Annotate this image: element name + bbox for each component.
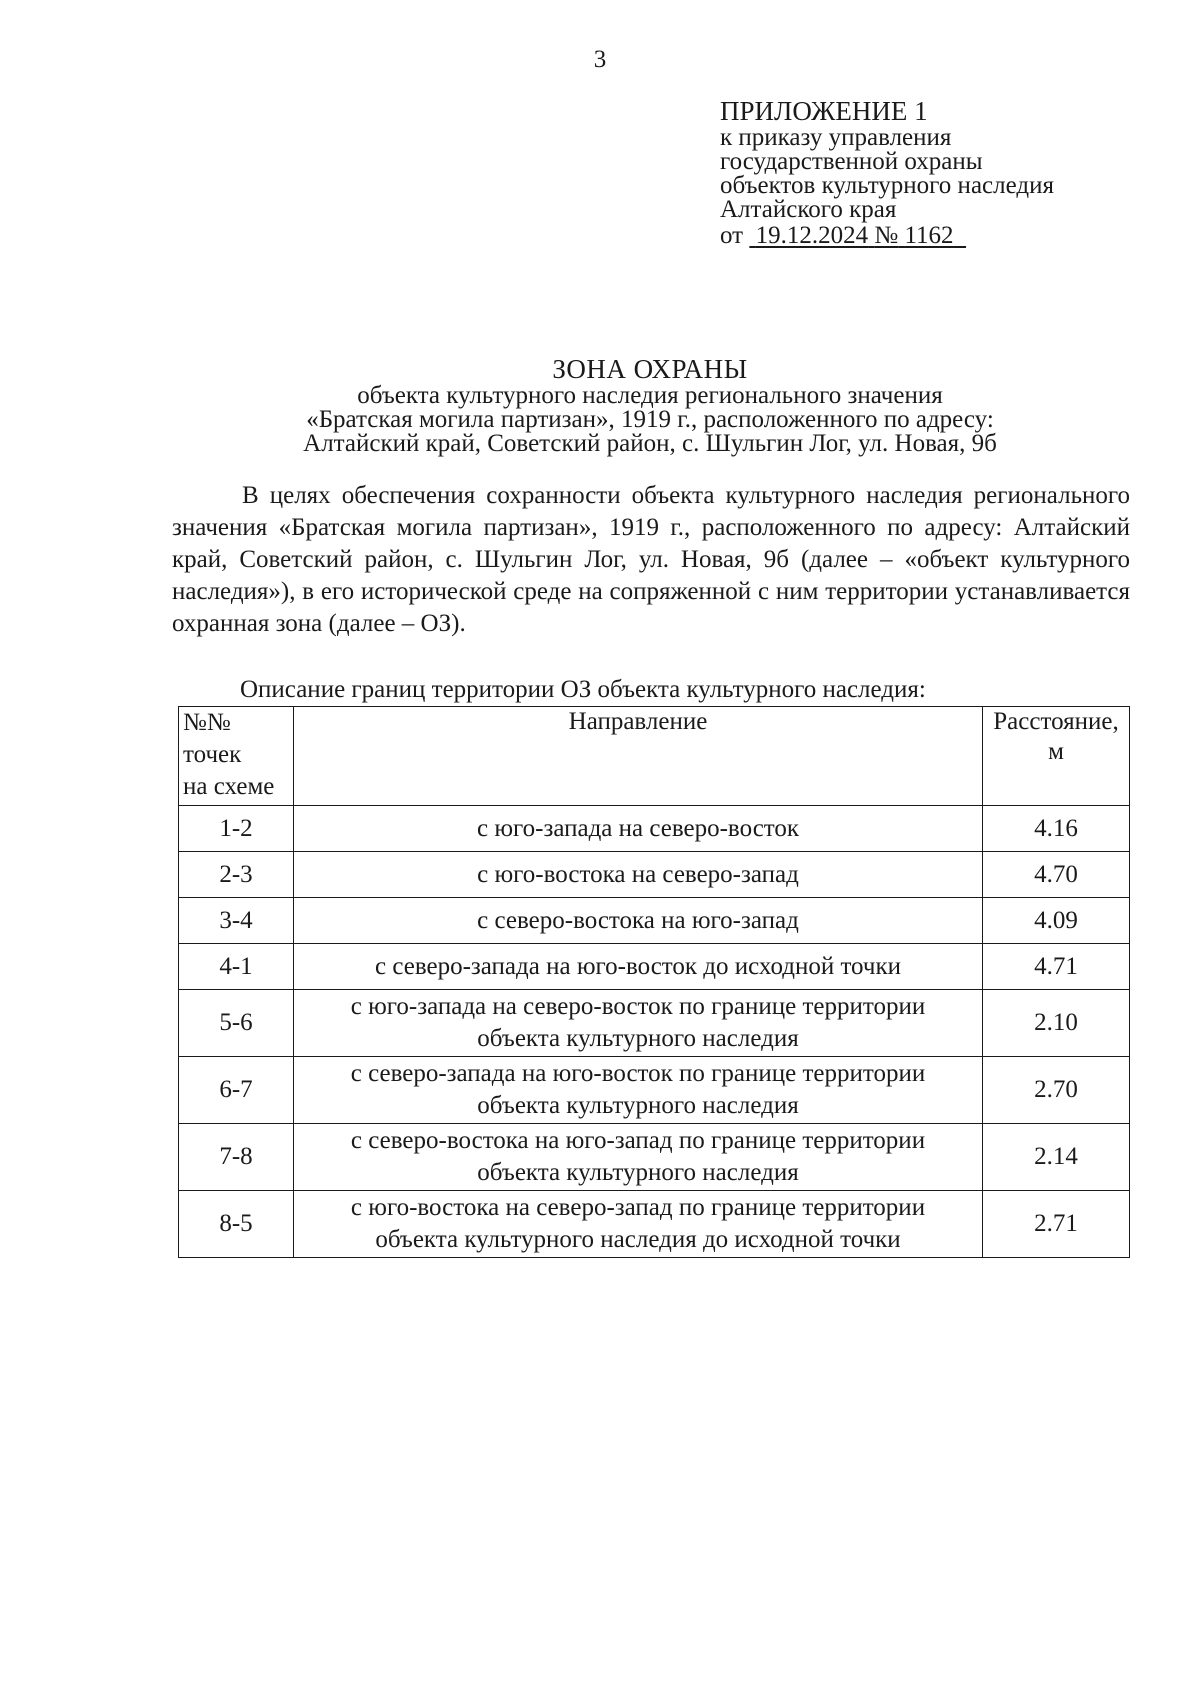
direction-line: с юго-запада на северо-восток по границе территории bbox=[350, 993, 926, 1020]
intro-paragraph bbox=[172, 480, 1130, 640]
direction-line: объекта культурного наследия bbox=[477, 1025, 799, 1052]
direction-line: объекта культурного наследия bbox=[477, 1159, 799, 1186]
header-distance-line: м bbox=[1048, 738, 1064, 765]
header-distance bbox=[983, 707, 1130, 806]
cell-direction bbox=[294, 1124, 983, 1191]
date-prefix: от bbox=[720, 222, 744, 249]
cell-direction bbox=[294, 1057, 983, 1124]
document-heading bbox=[0, 354, 1200, 456]
heading-line: «Братская могила партизан», 1919 г., расположенного по адресу: bbox=[306, 406, 994, 433]
cell-distance: 4.16 bbox=[983, 806, 1130, 852]
table-caption: Описание границ территории ОЗ объекта культурного наследия: bbox=[240, 676, 926, 703]
direction-line: с юго-востока на северо-запад по границе территории bbox=[350, 1194, 926, 1221]
direction-line: объекта культурного наследия до исходной точки bbox=[375, 1226, 901, 1253]
cell-points: 4-1 bbox=[179, 944, 294, 990]
appendix-line: объектов культурного наследия bbox=[720, 172, 1054, 199]
cell-direction bbox=[294, 898, 983, 944]
cell-direction bbox=[294, 944, 983, 990]
table-row bbox=[179, 806, 1130, 852]
direction-line: с юго-запада на северо-восток bbox=[476, 814, 800, 842]
appendix-line: государственной охраны bbox=[720, 148, 983, 175]
direction-line: с северо-запада на юго-восток по границе территории bbox=[350, 1060, 926, 1087]
table-row bbox=[179, 898, 1130, 944]
direction-line: с северо-востока на юго-запад bbox=[477, 906, 799, 934]
heading-line: Алтайский край, Советский район, с. Шульгин Лог, ул. Новая, 9б bbox=[303, 430, 997, 457]
cell-distance: 2.14 bbox=[983, 1124, 1130, 1191]
appendix-block bbox=[720, 96, 1054, 248]
appendix-title: ПРИЛОЖЕНИЕ 1 bbox=[720, 96, 928, 126]
cell-points: 2-3 bbox=[179, 852, 294, 898]
cell-points: 3-4 bbox=[179, 898, 294, 944]
boundary-table bbox=[178, 706, 1130, 1258]
order-date bbox=[749, 222, 966, 249]
header-distance-line: Расстояние, bbox=[993, 708, 1119, 735]
cell-direction bbox=[294, 1191, 983, 1258]
heading-line: объекта культурного наследия регионального значения bbox=[357, 382, 943, 409]
header-points-line: №№ bbox=[183, 709, 231, 736]
cell-direction bbox=[294, 806, 983, 852]
cell-distance: 2.71 bbox=[983, 1191, 1130, 1258]
order-date-value: 19.12.2024 bbox=[755, 222, 869, 249]
cell-points: 5-6 bbox=[179, 990, 294, 1057]
page-number: 3 bbox=[593, 46, 607, 73]
cell-direction bbox=[294, 990, 983, 1057]
direction-line: объекта культурного наследия bbox=[477, 1092, 799, 1119]
number-sign: № bbox=[874, 222, 899, 249]
table-row bbox=[179, 1124, 1130, 1191]
header-points-line: на схеме bbox=[183, 773, 275, 800]
cell-distance: 2.10 bbox=[983, 990, 1130, 1057]
direction-line: с юго-востока на северо-запад bbox=[477, 860, 799, 888]
cell-distance: 4.71 bbox=[983, 944, 1130, 990]
appendix-line: Алтайского края bbox=[720, 196, 897, 223]
table-row bbox=[179, 1191, 1130, 1258]
table-row bbox=[179, 990, 1130, 1057]
direction-line: с северо-востока на юго-запад по границе территории bbox=[350, 1127, 926, 1154]
cell-distance: 2.70 bbox=[983, 1057, 1130, 1124]
table-row bbox=[179, 1057, 1130, 1124]
order-date-line bbox=[720, 224, 1054, 248]
intro-text: В целях обеспечения сохранности объекта культурного наследия регионального значения «Братская могила партизан», 1919 г., расположенного по адресу: Алтайский край, Советский район, с. Шульгин Лог, ул. Новая, 9б (далее – «объект культурного наследия»), в его исторической среде на сопряженной с ним территории устанавливается охранная зона (далее – ОЗ). bbox=[172, 482, 1130, 637]
cell-points: 1-2 bbox=[179, 806, 294, 852]
header-points-line: точек bbox=[183, 741, 242, 768]
cell-points: 6-7 bbox=[179, 1057, 294, 1124]
appendix-line: к приказу управления bbox=[720, 124, 952, 151]
cell-direction bbox=[294, 852, 983, 898]
table-row bbox=[179, 944, 1130, 990]
order-number: 1162 bbox=[904, 222, 954, 249]
direction-line: с северо-запада на юго-восток до исходной точки bbox=[374, 952, 902, 980]
header-points bbox=[179, 707, 294, 806]
cell-points: 7-8 bbox=[179, 1124, 294, 1191]
table-header-row bbox=[179, 707, 1130, 806]
heading-title: ЗОНА ОХРАНЫ bbox=[552, 354, 748, 384]
header-direction: Направление bbox=[294, 707, 983, 806]
cell-points: 8-5 bbox=[179, 1191, 294, 1258]
cell-distance: 4.70 bbox=[983, 852, 1130, 898]
table-row bbox=[179, 852, 1130, 898]
cell-distance: 4.09 bbox=[983, 898, 1130, 944]
